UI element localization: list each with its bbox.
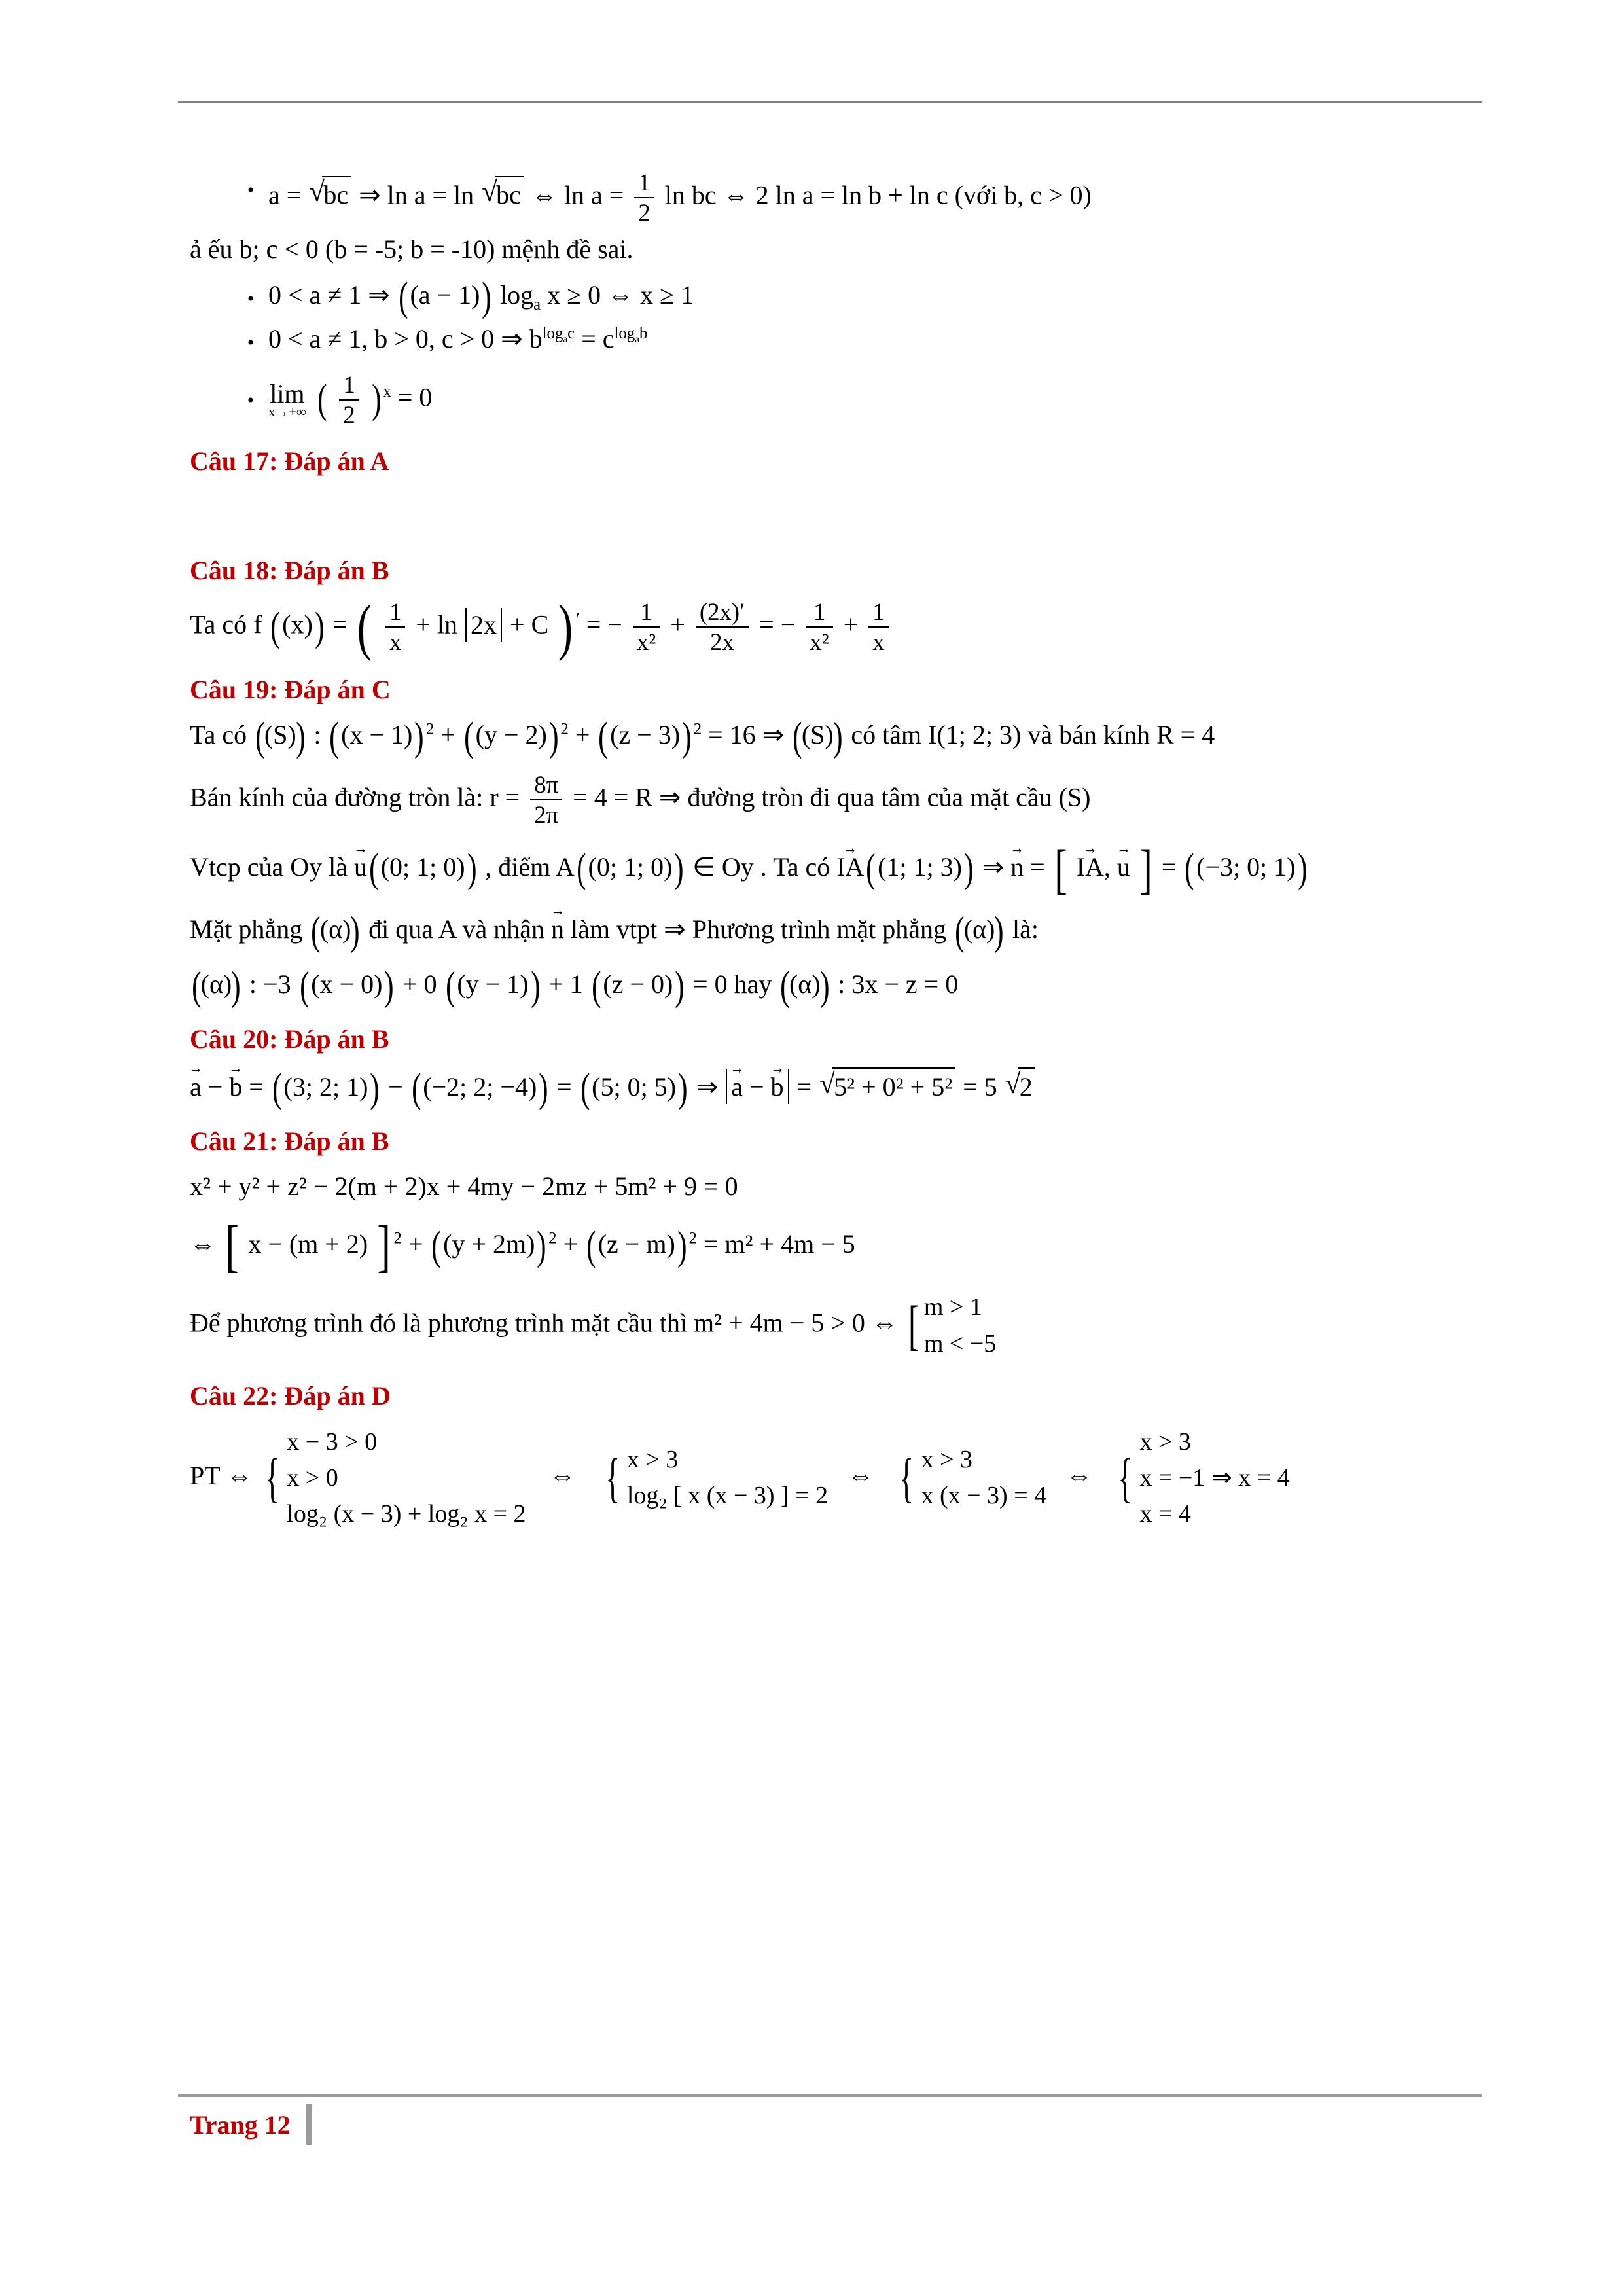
c22-eq1: ⇔	[549, 1460, 576, 1490]
bullet-dot-icon: •	[247, 288, 255, 310]
b2-p4: x ≥ 0 ⇔ x ≥ 1	[547, 280, 694, 310]
c20-p5: =	[556, 1071, 572, 1102]
fraction-1-over-x-b: $\frac{1}{x}$	[868, 600, 888, 655]
sqrt-sum-squares: √ 5² + 0² + 5²	[819, 1067, 955, 1104]
bracket-close: ]	[1139, 838, 1152, 900]
c21b-sup: 2	[393, 1229, 402, 1247]
footer-bar-decoration	[306, 2104, 312, 2145]
c18-p5: + C	[510, 609, 549, 639]
paren-close: )	[371, 377, 382, 422]
c22-pt: PT ⇔	[190, 1460, 253, 1490]
b1-p3: ⇔ ln a =	[531, 180, 624, 210]
c19c-p10: =	[1161, 852, 1177, 882]
paren-close: )	[467, 846, 477, 891]
c19b-p2: r =	[490, 782, 520, 812]
paren-open: (	[576, 846, 586, 891]
derivative-prime: ′	[576, 610, 580, 628]
c21b-p3: +	[408, 1229, 423, 1259]
paren-close: )	[682, 714, 692, 759]
c19e-p7: (z − 0)	[603, 969, 673, 999]
paren-open: (	[591, 963, 601, 1009]
c19c-p4: A	[555, 852, 575, 882]
vector-IA-2: IA →	[1077, 849, 1104, 884]
c19c-p3: , điểm	[485, 852, 551, 882]
cau21-line-1: x² + y² + z² − 2(m + 2)x + 4my − 2mz + 5m² + 9 = 0	[190, 1172, 738, 1202]
c19a-p5: +	[440, 719, 455, 749]
c21c-p1: Để phương trình đó là phương trình mặt cầu thì	[190, 1308, 687, 1338]
b3-sup1: logac	[542, 324, 575, 345]
c19e-p10: : 3x − z = 0	[838, 969, 959, 999]
paren-open: (	[598, 714, 609, 759]
footer-rule	[178, 2094, 1482, 2097]
c19a-sup2: 2	[560, 720, 569, 738]
b3-p1: 0 < a ≠ 1, b > 0, c > 0 ⇒ b	[268, 323, 543, 353]
sys4-line2: x = −1 ⇒ x = 4	[1139, 1463, 1290, 1492]
limit-operator: lim x→+∞	[268, 378, 306, 420]
c19d-p4: làm vtpt ⇒ Phương trình mặt phẳng	[570, 914, 947, 944]
page-number: 12	[264, 2109, 291, 2140]
sys1-line3: log₂ (x − 3) + log₂ x = 2	[287, 1499, 526, 1528]
spacer	[190, 490, 1482, 537]
bullet-item-2	[190, 275, 1482, 320]
b1-p2: ⇒ ln a = ln	[359, 180, 474, 210]
c18-p9: +	[843, 609, 859, 639]
bracket-open: [	[225, 1215, 239, 1279]
c19a-p4: (x − 1)	[341, 719, 413, 749]
paren-close: )	[350, 909, 361, 954]
c19e-p8: = 0 hay	[693, 969, 772, 999]
c19a-p13: và bán kính	[1027, 719, 1150, 749]
cau19-line-3	[190, 838, 1482, 900]
bullet-3-math	[268, 323, 1482, 355]
fraction-one-half: $\frac{1}{2}$	[339, 372, 359, 427]
vector-b-2: b →	[771, 1069, 784, 1104]
bullet-1-math	[268, 170, 1482, 225]
c19c-p7: (1; 1; 3)	[878, 852, 962, 882]
c21b-sup3: 2	[688, 1229, 697, 1247]
c21b-p2: x − (m + 2)	[248, 1229, 368, 1259]
bullet-4-math	[268, 372, 1482, 427]
paren-open: (	[445, 963, 455, 1009]
paren-open: (	[411, 1066, 421, 1111]
c18-p7: +	[670, 609, 685, 639]
system-2-lines	[627, 1442, 828, 1514]
paren-close: )	[231, 963, 241, 1009]
b1-p5: (với b, c > 0)	[954, 180, 1092, 210]
fraction-1-over-x2-b: $\frac{1}{\text{x²}}$	[806, 600, 832, 655]
heading-cau-18: Câu 18: Đáp án B	[190, 556, 389, 586]
c19a-p14: R = 4	[1156, 719, 1215, 749]
sys3-line1: x > 3	[921, 1446, 972, 1474]
c20-minus-2: −	[749, 1071, 764, 1102]
c21b-p1: ⇔	[190, 1229, 216, 1259]
c19e-p9: (α)	[789, 969, 821, 999]
c19c-p2: (0; 1; 0)	[380, 852, 465, 882]
c19e-p4: + 0	[402, 969, 437, 999]
c19d-p5: (α)	[963, 914, 995, 944]
fraction-1-over-x2: $\frac{1}{\text{x²}}$	[633, 600, 660, 655]
c19c-p6: ∈ Oy . Ta có	[692, 852, 830, 882]
b2-p1: 0 < a ≠ 1 ⇒	[268, 280, 390, 310]
b1-p1: a =	[268, 180, 302, 210]
heading-cau-21: Câu 21: Đáp án B	[190, 1126, 389, 1157]
paren-open: (	[793, 714, 802, 759]
cau19-line-5	[190, 963, 1482, 1009]
abs-2x: 2x	[465, 608, 502, 642]
paren-open: (	[272, 1066, 282, 1111]
paren-close: )	[678, 1066, 688, 1111]
c20-minus: −	[207, 1071, 223, 1102]
c19c-p9: =	[1030, 852, 1045, 882]
fraction-one-half: $\frac{1}{2}$	[634, 170, 654, 225]
c19a-sup3: 2	[693, 720, 702, 738]
system-4	[1112, 1424, 1289, 1532]
sys2-line1: x > 3	[626, 1446, 679, 1474]
bullet-dot-icon: •	[247, 179, 255, 201]
system-2	[599, 1442, 829, 1514]
vector-n: n →	[1010, 849, 1024, 884]
paren-close: )	[1297, 846, 1308, 891]
c19c-p8: ⇒	[982, 852, 1005, 882]
paren-close: )	[819, 963, 830, 1009]
c20-p2: (3; 2; 1)	[283, 1071, 368, 1102]
c19a-p7: +	[575, 719, 590, 749]
vector-a-2: a →	[731, 1069, 743, 1104]
c18-p2: (x)	[282, 609, 313, 639]
fraction-2x-prime-over-2x: $\frac{(2x)'}{2x}$	[696, 600, 749, 655]
system-1-lines	[287, 1424, 526, 1532]
heading-cau-19: Câu 19: Đáp án C	[190, 674, 391, 704]
bracket-open: [	[1054, 838, 1067, 900]
b3-sup2: logab	[614, 324, 648, 345]
vector-b: b →	[229, 1069, 242, 1104]
c19c-p5: (0; 1; 0)	[588, 852, 673, 882]
paren-close: )	[539, 1066, 548, 1111]
paren-close-big: )	[558, 592, 573, 662]
c18-p4: + ln	[416, 609, 458, 639]
system-3-lines	[921, 1442, 1046, 1514]
paren-close: )	[482, 275, 491, 320]
c19e-p5: (y − 1)	[457, 969, 529, 999]
c19a-p12: I(1; 2; 3)	[928, 719, 1022, 749]
c20-p9: = 5	[963, 1071, 997, 1102]
c19d-p2: (α)	[319, 914, 351, 944]
c22-eq2: ⇔	[847, 1460, 874, 1490]
document-content	[190, 170, 1482, 1549]
system-4-lines	[1139, 1424, 1289, 1532]
c19e-p3: (x − 0)	[311, 969, 383, 999]
brace-icon: {	[605, 1447, 620, 1509]
cau22-math	[190, 1424, 1482, 1532]
c19b-p3: = 4 = R ⇒ đường tròn đi qua tâm của mặt cầu (S)	[573, 782, 1091, 812]
header-rule	[178, 101, 1482, 103]
c19c-p1: Vtcp của Oy là	[190, 852, 348, 882]
cau19-line-1	[190, 714, 1482, 759]
paren-open: (	[317, 377, 327, 422]
c19a-p1: Ta có	[190, 719, 247, 749]
brace-icon: {	[899, 1447, 914, 1509]
paren-close: )	[295, 714, 306, 759]
footer-label: Trang	[190, 2109, 258, 2140]
paren-close: )	[675, 963, 685, 1009]
note-line-1: ả ếu b; c < 0 (b = -5; b = -10) mệnh đề sai.	[190, 234, 633, 264]
paren-open: (	[255, 714, 265, 759]
case-bracket-m	[904, 1289, 996, 1361]
paren-open: (	[329, 714, 340, 759]
c19a-p3: :	[313, 719, 321, 749]
paren-close: )	[674, 846, 684, 891]
c20-p7: ⇒	[696, 1071, 719, 1102]
paren-close: )	[370, 1066, 380, 1111]
abs-a-minus-b	[726, 1069, 789, 1104]
c22-eq3: ⇔	[1066, 1460, 1093, 1490]
sys2-line2: log₂ [ x (x − 3) ] = 2	[626, 1482, 829, 1510]
paren-close: )	[384, 963, 395, 1009]
heading-cau-20: Câu 20: Đáp án B	[190, 1024, 389, 1054]
page-footer	[190, 2104, 312, 2145]
paren-open: (	[866, 846, 876, 891]
paren-close: )	[537, 1223, 546, 1268]
case-2: m < −5	[923, 1329, 997, 1357]
c20-p8: =	[796, 1071, 812, 1102]
c19d-p6: là:	[1012, 914, 1039, 944]
c19a-p6: (y − 2)	[475, 719, 547, 749]
system-1	[259, 1424, 526, 1532]
brace-icon: {	[265, 1447, 280, 1509]
c19e-p6: + 1	[548, 969, 583, 999]
bracket-icon: [	[908, 1295, 919, 1356]
sys4-line3: x = 4	[1139, 1499, 1191, 1528]
c19d-p3: đi qua A và nhận	[368, 914, 544, 944]
cau21-line-2	[190, 1215, 1482, 1279]
vector-u-2: u →	[1117, 849, 1130, 884]
case-1: m > 1	[923, 1293, 982, 1321]
c21b-p6: (z − m)	[597, 1229, 675, 1259]
c18-p6: = −	[586, 609, 622, 639]
paren-open: (	[580, 1066, 590, 1111]
b1-p4: ln bc ⇔ 2 ln a = ln b + ln c	[664, 180, 948, 210]
c19a-p9: = 16 ⇒	[708, 719, 785, 749]
bullet-dot-icon: •	[247, 331, 255, 353]
cau18-math	[190, 592, 1482, 662]
paren-open: (	[270, 604, 281, 649]
b2-sub: a	[533, 296, 541, 314]
paren-close: )	[964, 846, 974, 891]
paren-open: (	[464, 714, 474, 759]
c19e-p1: (α)	[200, 969, 232, 999]
cau20-math	[190, 1066, 1482, 1111]
c20-p3: −	[388, 1071, 403, 1102]
paren-open: (	[311, 909, 321, 954]
sys3-line2: x (x − 3) = 4	[921, 1482, 1047, 1510]
paren-close: )	[994, 909, 1004, 954]
paren-open: (	[192, 963, 202, 1009]
paren-open: (	[1185, 846, 1195, 891]
bullet-dot-icon: •	[247, 389, 255, 411]
b4-eq: = 0	[397, 382, 433, 412]
bullet-2-math	[268, 275, 1482, 320]
sqrt-bc-2: √ bc	[482, 176, 524, 211]
c19c-p11: (−3; 0; 1)	[1196, 852, 1296, 882]
fraction-1-over-x: $\frac{1}{x}$	[385, 600, 405, 655]
paren-open-big: (	[357, 592, 372, 662]
c19a-p2: (S)	[264, 719, 296, 749]
b2-p3: log	[500, 280, 534, 310]
paren-close: )	[832, 714, 843, 759]
c20-p1: =	[249, 1071, 264, 1102]
c21b-p7: = m² + 4m − 5	[703, 1229, 855, 1259]
c19a-p11: có tâm	[851, 719, 922, 749]
c20-p6: (5; 0; 5)	[592, 1071, 677, 1102]
vector-u: u →	[354, 849, 367, 884]
b4-exponent: x	[383, 382, 391, 401]
sys1-line2: x > 0	[287, 1463, 338, 1492]
sqrt-bc-1: √ bc	[309, 176, 351, 211]
c20-p4: (−2; 2; −4)	[423, 1071, 537, 1102]
c19a-p10: (S)	[801, 719, 834, 749]
b3-p2: = c	[581, 323, 615, 353]
sys4-line1: x > 3	[1139, 1427, 1191, 1456]
paren-open: (	[299, 963, 310, 1009]
vector-a: a →	[190, 1069, 202, 1104]
vector-n-2: n →	[551, 911, 564, 946]
b2-p2: (a − 1)	[410, 280, 480, 310]
c19e-p2: : −3	[249, 969, 291, 999]
c19a-sup1: 2	[426, 720, 435, 738]
c18-p3: =	[332, 609, 348, 639]
bullet-item-1	[190, 170, 1482, 225]
cau21-line-3	[190, 1289, 1482, 1361]
c21b-p4: (y + 2m)	[443, 1229, 535, 1259]
paren-open: (	[431, 1223, 442, 1268]
cau19-line-4	[190, 909, 1482, 954]
c19a-p8: (z − 3)	[610, 719, 681, 749]
paren-close: )	[414, 714, 424, 759]
bracket-close: ]	[377, 1215, 391, 1279]
paren-close: )	[530, 963, 541, 1009]
paren-open: (	[955, 909, 965, 954]
paren-open: (	[369, 846, 379, 891]
paren-close: )	[548, 714, 559, 759]
brace-icon: {	[1118, 1447, 1133, 1509]
heading-cau-22: Câu 22: Đáp án D	[190, 1380, 391, 1410]
paren-open: (	[780, 963, 790, 1009]
paren-open: (	[398, 275, 408, 320]
bullet-item-3	[190, 323, 1482, 355]
paren-close: )	[677, 1223, 687, 1268]
c19b-p1: Bán kính của đường tròn là:	[190, 782, 484, 812]
case-list	[924, 1289, 996, 1361]
c19c-comma: ,	[1103, 852, 1111, 882]
c19d-p1: Mặt phẳng	[190, 914, 303, 944]
sqrt-2: √ 2	[1005, 1067, 1035, 1104]
paren-close: )	[314, 604, 325, 649]
system-3	[893, 1442, 1046, 1514]
c18-p8: = −	[759, 609, 796, 639]
cau19-line-2	[190, 772, 1482, 827]
heading-cau-17: Câu 17: Đáp án A	[190, 446, 389, 476]
vector-IA: IA →	[836, 849, 864, 884]
c21b-sup2: 2	[548, 1229, 557, 1247]
c18-p1: Ta có f	[190, 609, 262, 639]
c21b-p5: +	[563, 1229, 579, 1259]
c21c-p2: m² + 4m − 5 > 0 ⇔	[693, 1308, 898, 1338]
bullet-item-4	[190, 372, 1482, 427]
paren-open: (	[586, 1223, 596, 1268]
sys1-line1: x − 3 > 0	[287, 1427, 378, 1456]
fraction-8pi-over-2pi: $\frac{8\pi}{2\pi}$	[530, 772, 562, 827]
